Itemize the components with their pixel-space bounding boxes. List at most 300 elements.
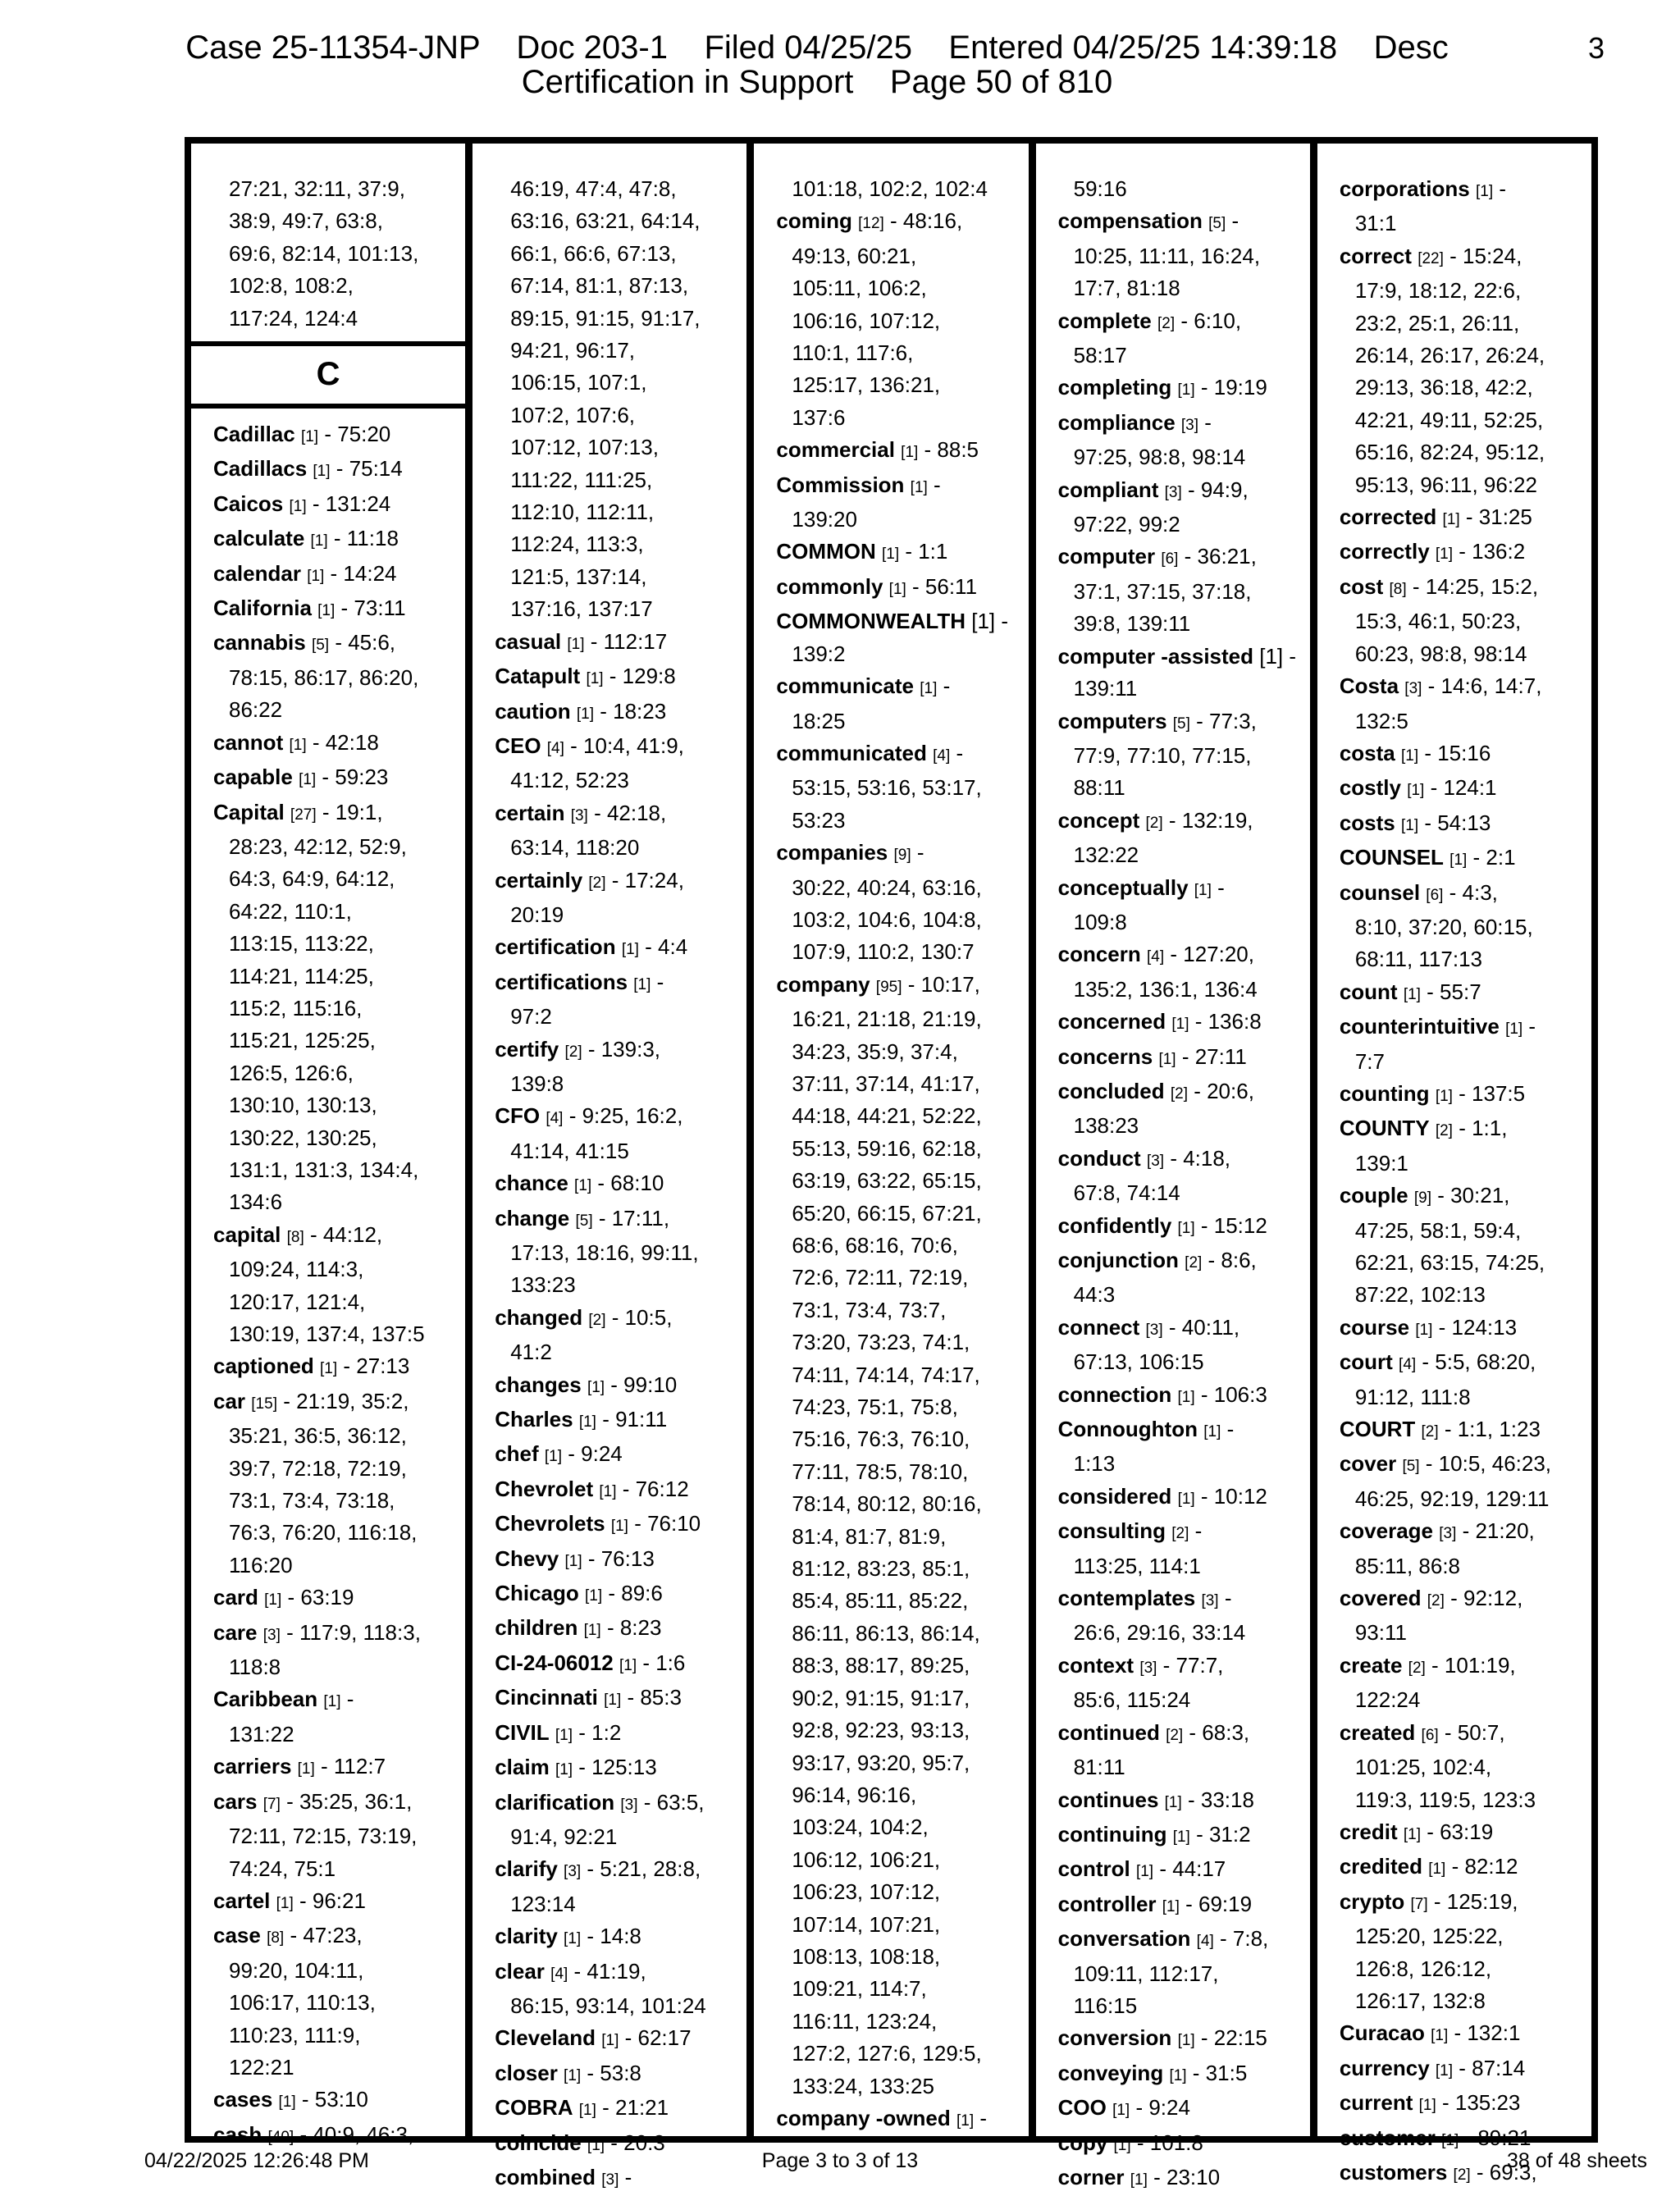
page-line-refs: 78:15, 86:17, 86:20, [229,664,419,690]
continued-refs: 67:14, 81:1, 87:13, [510,273,689,299]
page-line-refs: 139:1 [1354,1150,1408,1176]
index-word: court [1339,1349,1393,1375]
page-line-refs: 115:21, 125:25, [229,1028,376,1053]
occurrence-count: [1] [1442,511,1460,529]
index-word: certainly [495,867,583,893]
index-word: Catapult [495,664,581,689]
page-line-refs: - 112:17 [590,628,668,654]
index-entry [472,2057,746,2092]
page-line-refs: - [1499,176,1506,201]
occurrence-count: [3] [1164,483,1182,501]
page-line-refs: 67:13, 106:15 [1073,1349,1204,1375]
page-line-refs: - 20:6, [1194,1078,1254,1103]
occurrence-count: [3] [1404,680,1422,698]
index-entry [1317,1717,1591,1816]
page-line-refs: 68:6, 68:16, 70:6, [792,1233,958,1258]
index-word: completing [1057,375,1172,400]
page-line-refs: - 82:12 [1451,1854,1518,1879]
page-line-refs: - 132:1 [1454,2020,1521,2046]
index-entry [1036,1923,1310,2022]
occurrence-count: [2] [564,1043,582,1061]
page-line-refs: 30:22, 40:24, 63:16, [792,874,982,900]
occurrence-count: [1] [599,1482,617,1500]
index-word: captioned [213,1354,314,1379]
page-line-refs: - 89:6 [608,1581,663,1606]
occurrence-count: [1] [578,1413,596,1431]
index-word: connect [1057,1314,1140,1340]
page-line-refs: - [656,969,664,994]
index-word: coincide [495,2130,582,2155]
page-line-refs: 81:4, 81:7, 81:9, [792,1523,947,1549]
occurrence-count: [1] [310,532,328,550]
index-word: caution [495,698,571,724]
occurrence-count: [4] [933,746,951,765]
occurrence-count: [5] [1172,714,1190,733]
occurrence-count: [1] [1449,851,1468,870]
index-entry [191,1751,465,1785]
occurrence-count: [1] [564,2066,582,2084]
page-line-refs: - 1:1, [1459,1116,1508,1141]
page-line-refs: [1] - 139:2 [792,609,1009,666]
page-line-refs: 138:23 [1073,1113,1139,1139]
index-entry [1317,2087,1591,2121]
index-word: case [213,1923,261,1948]
index-entry [754,205,1028,434]
page-line-refs: - 92:12, [1450,1586,1523,1611]
index-entry [1317,1112,1591,1180]
index-word: created [1339,1719,1416,1745]
index-word: COURT [1339,1417,1416,1442]
page-line-refs: 88:3, 88:17, 89:25, [792,1653,970,1678]
index-word: closer [495,2060,558,2085]
page-line-refs: 123:14 [510,1891,576,1916]
page-line-refs: 132:22 [1073,842,1139,868]
page-line-refs: [1] - 139:11 [1073,643,1297,701]
page-line-refs: 65:20, 66:15, 67:21, [792,1200,982,1226]
index-entry [472,797,746,865]
index-word: Charles [495,1407,573,1432]
page-line-refs: 107:14, 107:21, [792,1911,941,1937]
page-line-refs: - 62:17 [624,2025,692,2051]
occurrence-count: [2] [1166,1726,1184,1744]
index-entry [472,1647,746,1682]
occurrence-count: [1] [1428,1860,1446,1879]
page-line-refs: 41:2 [510,1340,552,1365]
page-line-refs: - [1204,409,1212,435]
occurrence-count: [8] [1389,580,1407,598]
continued-refs: 112:10, 112:11, [510,500,655,525]
page-line-refs: - 8:23 [606,1615,662,1641]
page-line-refs: - [916,840,924,865]
index-entry [191,1885,465,1920]
index-entry [1036,2022,1310,2057]
index-entry [1036,2057,1310,2092]
index-entry [472,1751,746,1786]
page-line-refs: - 10:5, 46:23, [1425,1451,1552,1477]
continued-refs: 27:21, 32:11, 37:9, [229,176,405,201]
page-line-refs: - 125:19, [1433,1888,1518,1914]
page-line-refs: - 14:8 [587,1924,641,1949]
page-line-refs: 135:2, 136:1, 136:4 [1073,976,1258,1002]
page-line-refs: - 124:1 [1430,775,1497,801]
index-word: capable [213,765,293,790]
occurrence-count: [1] [1203,1423,1221,1441]
index-entry [754,670,1028,737]
continued-refs: 101:18, 102:2, 102:4 [792,176,988,201]
occurrence-count: [2] [1427,1592,1445,1610]
page-line-refs: - 27:13 [343,1354,410,1379]
page-line-refs: 113:15, 113:22, [229,931,374,956]
page-line-refs: 10:25, 11:11, 16:24, [1073,243,1261,268]
occurrence-count: [6] [1161,550,1179,568]
index-word: casual [495,628,562,654]
index-entry [191,523,465,557]
index-word: continuing [1057,1821,1167,1847]
occurrence-count: [3] [1201,1592,1219,1610]
continued-refs: 121:5, 137:14, [510,564,647,589]
occurrence-count: [8] [286,1228,304,1246]
occurrence-count: [7] [1410,1895,1428,1913]
page-line-refs: - 56:11 [912,573,978,599]
page-line-refs: 74:11, 74:14, 74:17, [792,1362,980,1387]
index-word: Cincinnati [495,1685,598,1710]
page-line-refs: 114:21, 114:25, [229,963,374,988]
page-line-refs: 109:21, 114:7, [792,1976,927,2002]
occurrence-count: [1] [564,1930,582,1948]
page-line-refs: 18:25 [792,708,846,733]
page-line-refs: 126:5, 126:6, [229,1060,354,1085]
index-word: confidently [1057,1212,1172,1238]
page-line-refs: 49:13, 60:21, [792,243,917,268]
occurrence-count: [15] [251,1395,277,1413]
index-entry [472,1717,746,1751]
occurrence-count: [1] [1158,1050,1176,1068]
page-line-refs: - 41:19, [573,1958,646,1984]
page-line-refs: - 4:4 [645,934,688,960]
page-line-refs: 91:4, 92:21 [510,1824,618,1849]
occurrence-count: [1] [1403,1825,1421,1843]
index-entry [1317,1650,1591,1717]
page-line-refs: 37:1, 37:15, 37:18, [1073,578,1252,604]
occurrence-count: [1] [289,736,307,754]
page-line-refs: 86:15, 93:14, 101:24 [510,1993,706,2018]
index-word: COMMONWEALTH [776,609,966,634]
page-line-refs: - [956,740,964,765]
occurrence-count: [2] [588,1311,606,1329]
index-word: concluded [1057,1078,1165,1103]
index-word: CEO [495,733,541,758]
page-line-refs: - 76:10 [634,1511,701,1536]
index-entry [191,418,465,453]
continued-refs: 59:16 [1073,176,1127,201]
index-word: companies [776,840,888,865]
page-line-refs: - 4:3, [1449,879,1498,905]
page-line-refs: - [1528,1014,1536,1039]
index-word: compliant [1057,477,1159,502]
page-line-refs: 120:17, 121:4, [229,1289,366,1314]
index-word: computer -assisted [1057,643,1254,669]
page-line-refs: 8:10, 37:20, 60:15, [1354,914,1533,939]
index-word: Chevrolets [495,1511,605,1536]
page-line-refs: - 136:8 [1194,1009,1262,1034]
index-word: Connoughton [1057,1417,1198,1442]
index-entry [1317,173,1591,240]
index-word: Caribbean [213,1687,318,1712]
page-line-refs: 133:24, 133:25 [792,2073,934,2098]
page-line-refs: - 124:13 [1438,1314,1518,1340]
page-line-refs: - 30:21, [1437,1183,1510,1208]
page-line-refs: - 9:24 [568,1441,623,1467]
index-word: corrected [1339,504,1437,530]
page-line-refs: - 31:25 [1465,504,1532,530]
occurrence-count: [1] [278,2093,296,2112]
page-line-refs: 97:2 [510,1004,552,1030]
occurrence-count: [1] [1169,2066,1187,2084]
index-entry [191,2084,465,2118]
index-entry [1036,641,1310,705]
index-entry [472,1956,746,2023]
page-line-refs: 47:25, 58:1, 59:4, [1354,1217,1522,1243]
occurrence-count: [1] [300,428,319,446]
occurrence-count: [1] [1441,2131,1459,2149]
index-word: correct [1339,243,1412,268]
page-line-refs: 31:1 [1354,211,1397,236]
page-line-refs: 134:6 [229,1189,283,1215]
index-word: clear [495,1958,545,1984]
occurrence-count: [1] [1431,2027,1449,2045]
occurrence-count: [3] [1145,1321,1163,1339]
occurrence-count: [1] [1135,1863,1154,1881]
occurrence-count: [3] [601,2171,619,2189]
occurrence-count: [1] [621,941,639,959]
index-word: Cadillac [213,422,295,447]
page-line-refs: 126:8, 126:12, [1354,1956,1492,1981]
page-line-refs: - 45:6, [335,630,396,655]
occurrence-count: [3] [570,806,588,824]
page-line-refs: - 1:2 [578,1719,622,1745]
index-entry [754,434,1028,468]
occurrence-count: [1] [1112,2102,1130,2120]
continued-refs: 107:12, 107:13, [510,435,659,460]
occurrence-count: [1] [313,463,331,481]
index-word: concerns [1057,1043,1153,1069]
index-entry [472,696,746,730]
index-word: controller [1057,1891,1157,1916]
page-line-refs: 15:3, 46:1, 50:23, [1354,609,1522,634]
occurrence-count: [40] [267,2128,294,2146]
page-line-refs: - 89:21 [1464,2125,1532,2150]
page-line-refs: - 139:3, [587,1036,661,1061]
index-entry [191,1617,465,1684]
page-line-refs: - 47:23, [290,1923,363,1948]
occurrence-count: [1] [585,1587,603,1605]
page-line-refs: 64:22, 110:1, [229,898,352,924]
index-entry [754,469,1028,536]
index-word: compliance [1057,409,1176,435]
page-line-refs: - 75:14 [336,456,403,482]
occurrence-count: [1] [1162,1897,1180,1915]
index-entry [1036,1515,1310,1582]
page-line-refs: 109:8 [1073,909,1127,934]
page-line-refs: 119:3, 119:5, 123:3 [1354,1787,1536,1812]
page-line-refs: 77:11, 78:5, 78:10, [792,1459,969,1484]
page-line-refs: - 31:5 [1192,2060,1248,2085]
index-word: customer [1339,2125,1436,2150]
index-entry [754,837,1028,969]
page-line-refs: - 31:2 [1196,1821,1251,1847]
certification-header-line: Certification in Support Page 50 of 810 [521,64,1113,100]
page-line-refs: 113:25, 114:1 [1073,1553,1201,1578]
index-entry [1317,1448,1591,1515]
index-word: current [1339,2090,1413,2116]
index-word: complete [1057,308,1152,333]
index-entry [1036,1379,1310,1413]
index-entry [1317,1413,1591,1448]
page-line-refs: - 135:23 [1441,2090,1521,2116]
page-line-refs: 81:11 [1073,1755,1125,1780]
occurrence-count: [1] [586,670,604,688]
page-line-refs: 130:22, 130:25, [229,1125,377,1150]
page-line-refs: - 17:11, [598,1205,670,1230]
page-line-refs: - 2:1 [1472,845,1516,870]
page-line-refs: - 125:13 [578,1755,657,1780]
index-entry [191,488,465,523]
page-line-refs: 130:10, 130:13, [229,1093,377,1118]
occurrence-count: [2] [1171,1525,1189,1543]
occurrence-count: [2] [1145,814,1163,832]
index-entry [1317,2052,1591,2087]
page-line-refs: 125:20, 125:22, [1354,1924,1504,1949]
occurrence-count: [3] [262,1626,281,1644]
index-entry [754,969,1028,2102]
page-line-refs: - 10:4, 41:9, [570,733,684,758]
print-timestamp: 04/22/2025 12:26:48 PM [144,2149,369,2172]
index-word: chance [495,1171,568,1196]
occurrence-count: [1] [1177,381,1195,399]
page-line-refs: 42:21, 49:11, 52:25, [1354,407,1544,432]
index-entry [1036,541,1310,640]
occurrence-count: [1] [619,1656,637,1674]
occurrence-count: [3] [1180,416,1199,434]
index-word: copy [1057,2130,1108,2155]
page-line-refs: 86:11, 86:13, 86:14, [792,1620,980,1646]
index-column-4 [1036,144,1310,2189]
occurrence-count: [27] [290,806,317,824]
page-line-refs: 20:19 [510,902,564,927]
page-line-refs: 137:6 [792,404,846,430]
index-entry [1036,1819,1310,1853]
page-line-refs: 93:17, 93:20, 95:7, [792,1750,970,1775]
page-line-refs: 106:17, 110:13, [229,1990,376,2016]
occurrence-count: [1] [1407,782,1425,800]
index-entry [191,592,465,627]
page-line-refs: - 69:3, [1476,2159,1537,2185]
page-line-refs: 17:9, 18:12, 22:6, [1354,278,1522,304]
index-word: continued [1057,1719,1160,1745]
page-line-refs: - [1231,208,1239,234]
index-word: continues [1057,1787,1159,1812]
page-line-refs: 41:14, 41:15 [510,1138,629,1163]
index-entry [472,1302,746,1369]
occurrence-count: [2] [1453,2166,1471,2184]
occurrence-count: [1] [1505,1020,1523,1039]
occurrence-count: [1] [901,444,919,462]
index-column-3 [754,144,1028,2136]
index-word: clarify [495,1856,558,1882]
index-entry [1317,772,1591,806]
occurrence-count: [4] [1399,1356,1417,1374]
index-word: conduct [1057,1145,1141,1171]
page-line-refs: - 33:18 [1188,1787,1254,1812]
page-line-refs: 96:14, 96:16, [792,1782,917,1807]
occurrence-count: [1] [1475,183,1494,200]
page-line-refs: - 19:19 [1200,375,1267,400]
occurrence-count: [4] [546,1110,564,1128]
occurrence-count: [5] [1208,215,1226,233]
occurrence-count: [1] [1164,1793,1182,1811]
occurrence-count: [2] [1170,1084,1188,1103]
page-line-refs: 41:12, 52:23 [510,768,629,793]
occurrence-count: [1] [1418,2097,1436,2115]
page-line-refs: 46:25, 92:19, 129:11 [1354,1486,1550,1511]
occurrence-count: [7] [262,1795,281,1813]
page-line-refs: - 18:23 [600,698,667,724]
index-entry [472,1920,746,1955]
index-word: COBRA [495,2095,573,2121]
page-line-refs: 133:23 [510,1272,576,1298]
index-entry [472,1100,746,1167]
page-line-refs: 81:12, 83:23, 85:1, [792,1556,970,1582]
index-entry [1036,1481,1310,1515]
continued-refs: 111:22, 111:25, [510,467,653,492]
index-entry [472,1473,746,1508]
index-entry [1036,805,1310,872]
index-word: coverage [1339,1518,1433,1544]
page-line-refs: - 44:12, [309,1221,383,1247]
page-line-refs: - [1194,1518,1203,1544]
index-entry [472,660,746,695]
continued-refs: 137:16, 137:17 [510,596,653,622]
continued-refs: 63:16, 63:21, 64:14, [510,208,701,234]
page-line-refs: - [1217,874,1225,900]
page-line-refs: 88:11 [1073,775,1125,801]
index-word: CIVIL [495,1719,550,1745]
page-line-refs: - 85:3 [627,1685,682,1710]
occurrence-count: [1] [1130,2171,1148,2189]
page-line-refs: 64:3, 64:9, 64:12, [229,866,395,892]
page-line-refs: 44:18, 44:21, 52:22, [792,1103,982,1129]
index-entry [472,1203,746,1302]
index-entry [1036,1888,1310,1923]
occurrence-count: [8] [267,1929,285,1947]
page-line-refs: - 42:18, [594,800,667,825]
page-line-refs: 108:13, 108:18, [792,1943,941,1969]
index-word: CI-24-06012 [495,1650,614,1675]
index-entry [1036,872,1310,939]
occurrence-count: [1] [881,546,900,564]
page-line-refs: - 50:7, [1444,1719,1505,1745]
index-entry [754,737,1028,837]
index-word: compensation [1057,208,1203,234]
page-line-refs: - 17:24, [611,867,684,893]
page-line-refs: - 5:21, 28:8, [587,1856,701,1882]
case-header-line: Case 25-11354-JNP Doc 203-1 Filed 04/25/25 Entered 04/25/25 14:39:18 Desc [185,30,1449,66]
page-line-refs: 105:11, 106:2, [792,276,927,301]
page-line-refs: 116:15 [1073,1993,1138,2018]
page-range: Page 3 to 3 of 13 [761,2149,919,2172]
page-line-refs: 99:20, 104:11, [229,1957,364,1983]
index-entry [191,2119,465,2153]
